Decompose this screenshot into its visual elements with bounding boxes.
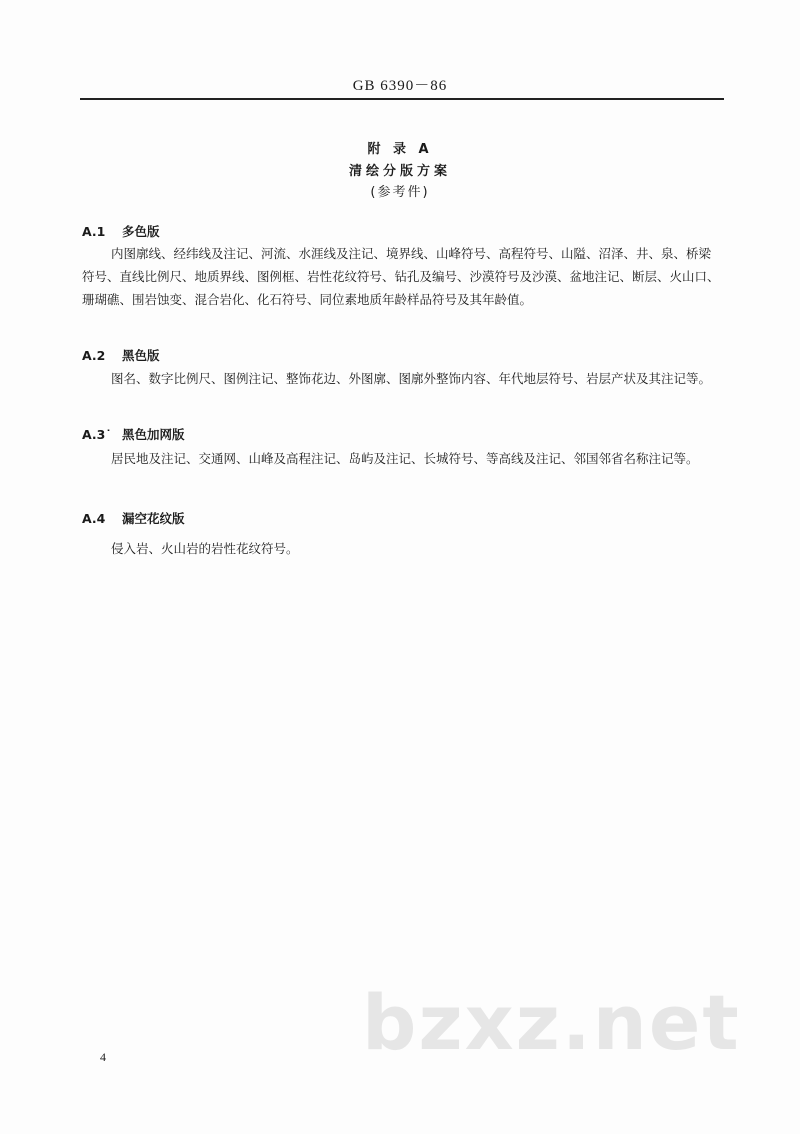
section-body-a2: 图名、数字比例尺、图例注记、整饰花边、外图廓、图廓外整饰内容、年代地层符号、岩层产状及其注记等。 bbox=[111, 371, 712, 386]
appendix-note: (参考件) bbox=[370, 185, 430, 200]
section-title: 黑色版 bbox=[122, 348, 160, 363]
appendix-title: 附 录 A bbox=[367, 142, 433, 157]
section-number: A.1 bbox=[82, 224, 106, 239]
section-number: A.2 bbox=[82, 348, 106, 363]
section-body-a1: 内图廓线、经纬线及注记、河流、水涯线及注记、境界线、山峰符号、高程符号、山隘、沼泽、井、泉、桥梁符号、直线比例尺、地质界线、图例框、岩性花纹符号、钻孔及编号、沙漠符号及沙漠、盆地注记、断层、火山口、珊瑚礁、围岩蚀变、混合岩化、化石符号、同位素地质年龄样品符号及其年龄值。 bbox=[82, 246, 720, 307]
section-title: 黑色加网版 bbox=[122, 427, 185, 442]
watermark: bzxz.net bbox=[362, 978, 741, 1067]
section-title: 多色版 bbox=[122, 224, 160, 239]
standard-code-header: GB 6390－86 bbox=[352, 78, 448, 94]
page-number: 4 bbox=[100, 1050, 106, 1064]
section-number: A.4 bbox=[82, 511, 106, 526]
section-title: 漏空花纹版 bbox=[122, 511, 185, 526]
section-heading-a4 bbox=[82, 509, 185, 527]
section-number: A.3˙ bbox=[82, 427, 112, 442]
section-body-a4: 侵入岩、火山岩的岩性花纹符号。 bbox=[111, 541, 299, 556]
appendix-subtitle: 清绘分版方案 bbox=[348, 164, 451, 179]
section-heading-a3 bbox=[82, 425, 185, 443]
section-heading-a1 bbox=[82, 222, 160, 240]
section-heading-a2 bbox=[82, 346, 160, 364]
section-body-a3: 居民地及注记、交通网、山峰及高程注记、岛屿及注记、长城符号、等高线及注记、邻国邻省名称注记等。 bbox=[111, 451, 699, 466]
header-rule bbox=[80, 98, 724, 100]
